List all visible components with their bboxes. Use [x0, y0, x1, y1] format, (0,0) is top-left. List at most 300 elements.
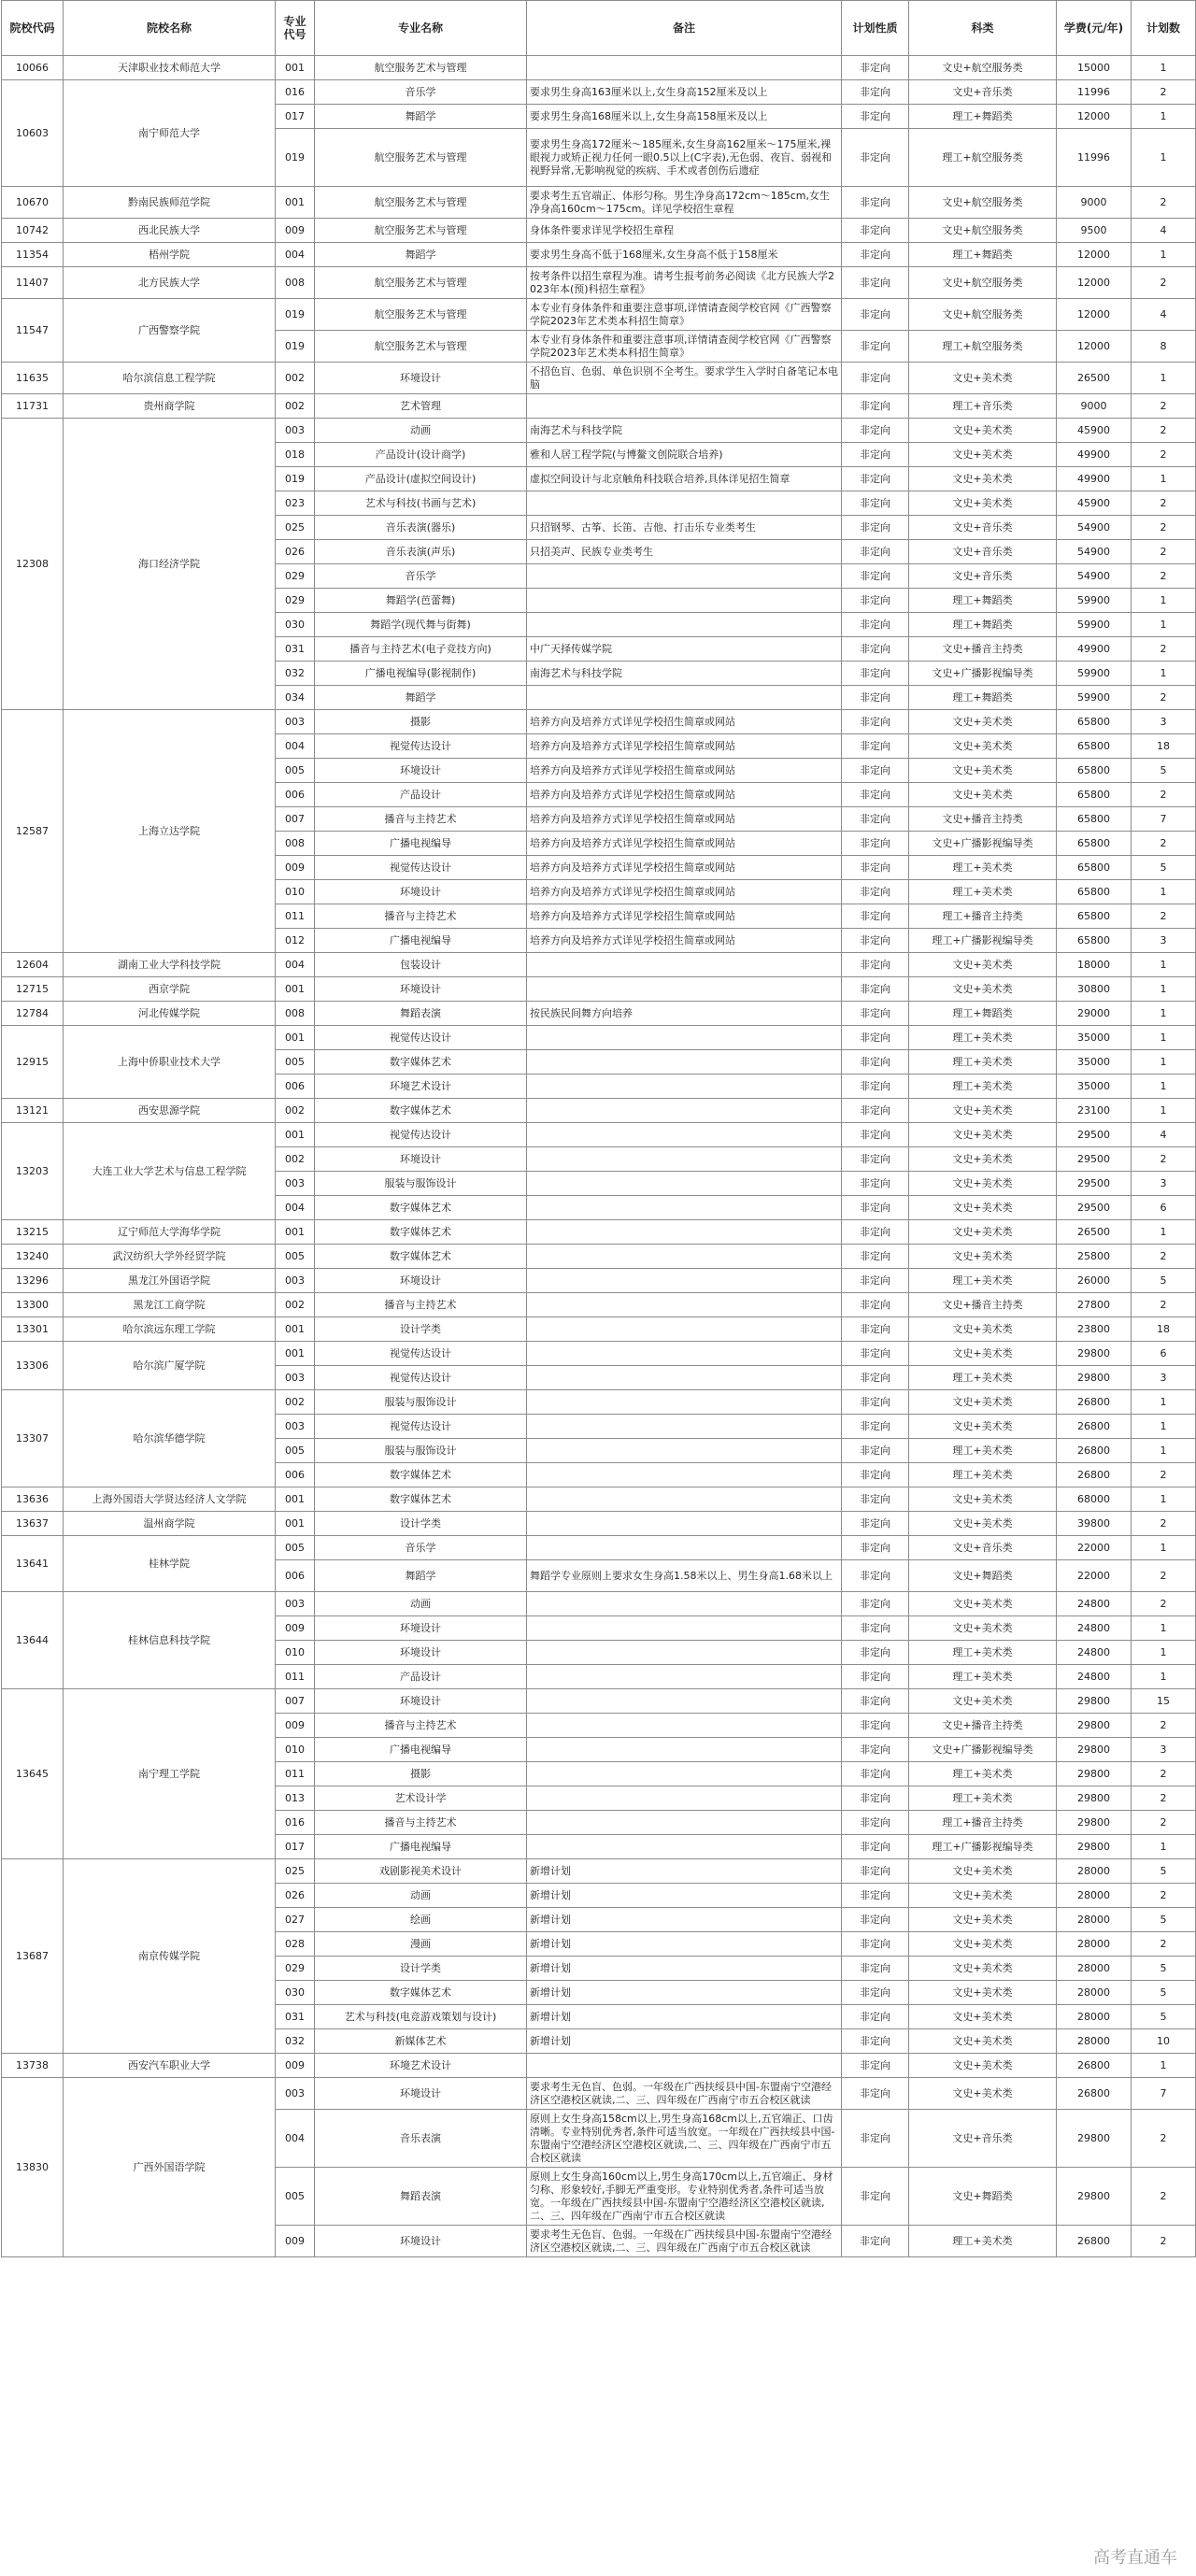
- school-code-cell: 13636: [2, 1487, 64, 1512]
- remarks-cell: 南海艺术与科技学院: [527, 419, 842, 443]
- major-code-cell: 005: [276, 1536, 315, 1560]
- header-row: [2, 1, 1196, 56]
- major-name-cell: 视觉传达设计: [315, 856, 527, 880]
- major-name-cell: 视觉传达设计: [315, 1342, 527, 1366]
- major-code-cell: 003: [276, 2078, 315, 2110]
- category-cell: 文史+美术类: [909, 1512, 1057, 1536]
- plan-type-cell: 非定向: [842, 1641, 909, 1665]
- plan-count-cell: 2: [1132, 1463, 1196, 1487]
- remarks-cell: 培养方向及培养方式详见学校招生简章或网站: [527, 929, 842, 953]
- plan-type-cell: 非定向: [842, 1665, 909, 1689]
- major-name-cell: 环境设计: [315, 363, 527, 394]
- tuition-cell: 28000: [1057, 1957, 1132, 1981]
- remarks-cell: 雅和人居工程学院(与博鳌文创院联合培养): [527, 443, 842, 467]
- major-code-cell: 004: [276, 1196, 315, 1220]
- plan-type-cell: 非定向: [842, 1908, 909, 1932]
- school-name-cell: 西安汽车职业大学: [64, 2054, 276, 2078]
- category-cell: 文史+美术类: [909, 710, 1057, 734]
- remarks-cell: 要求考生无色盲、色弱。一年级在广西扶绥县中国-东盟南宁空港经济区空港校区就读,二、三、四年级在广西南宁市五合校区就读: [527, 2078, 842, 2110]
- plan-type-cell: 非定向: [842, 2029, 909, 2054]
- table-row: [2, 1245, 1196, 1269]
- tuition-cell: 29800: [1057, 1714, 1132, 1738]
- school-code-cell: 10742: [2, 219, 64, 243]
- plan-type-cell: 非定向: [842, 637, 909, 662]
- major-name-cell: 播音与主持艺术: [315, 1714, 527, 1738]
- plan-type-cell: 非定向: [842, 299, 909, 331]
- major-code-cell: 023: [276, 491, 315, 516]
- plan-type-cell: 非定向: [842, 564, 909, 589]
- remarks-cell: [527, 56, 842, 80]
- major-code-cell: 001: [276, 1487, 315, 1512]
- remarks-cell: [527, 1269, 842, 1293]
- major-name-cell: 动画: [315, 1884, 527, 1908]
- plan-count-cell: 5: [1132, 759, 1196, 783]
- plan-type-cell: 非定向: [842, 2054, 909, 2078]
- remarks-cell: [527, 1835, 842, 1859]
- remarks-cell: [527, 1786, 842, 1811]
- major-name-cell: 播音与主持艺术: [315, 1293, 527, 1317]
- remarks-cell: 培养方向及培养方式详见学校招生简章或网站: [527, 710, 842, 734]
- tuition-cell: 9000: [1057, 187, 1132, 219]
- major-code-cell: 007: [276, 807, 315, 832]
- remarks-cell: [527, 1099, 842, 1123]
- plan-type-cell: 非定向: [842, 2078, 909, 2110]
- tuition-cell: 54900: [1057, 540, 1132, 564]
- major-name-cell: 音乐学: [315, 564, 527, 589]
- plan-type-cell: 非定向: [842, 977, 909, 1002]
- tuition-cell: 59900: [1057, 613, 1132, 637]
- tuition-cell: 29800: [1057, 1835, 1132, 1859]
- category-cell: 理工+广播影视编导类: [909, 929, 1057, 953]
- major-name-cell: 音乐表演: [315, 2110, 527, 2168]
- major-code-cell: 002: [276, 363, 315, 394]
- school-name-cell: 广西外国语学院: [64, 2078, 276, 2257]
- plan-count-cell: 2: [1132, 1884, 1196, 1908]
- major-name-cell: 数字媒体艺术: [315, 1487, 527, 1512]
- remarks-cell: [527, 1415, 842, 1439]
- tuition-cell: 26800: [1057, 2078, 1132, 2110]
- remarks-cell: [527, 1196, 842, 1220]
- major-code-cell: 016: [276, 1811, 315, 1835]
- plan-type-cell: 非定向: [842, 1592, 909, 1616]
- plan-count-cell: 1: [1132, 129, 1196, 187]
- major-code-cell: 011: [276, 904, 315, 929]
- major-name-cell: 绘画: [315, 1908, 527, 1932]
- tuition-cell: 45900: [1057, 491, 1132, 516]
- category-cell: 文史+舞蹈类: [909, 2168, 1057, 2226]
- plan-type-cell: 非定向: [842, 734, 909, 759]
- major-code-cell: 006: [276, 1075, 315, 1099]
- major-code-cell: 004: [276, 734, 315, 759]
- category-cell: 理工+播音主持类: [909, 1811, 1057, 1835]
- tuition-cell: 24800: [1057, 1616, 1132, 1641]
- remarks-cell: 本专业有身体条件和重要注意事项,详情请查阅学校官网《广西警察学院2023年艺术类本科招生简章》: [527, 331, 842, 363]
- category-cell: 文史+美术类: [909, 1147, 1057, 1172]
- remarks-cell: [527, 1390, 842, 1415]
- school-name-cell: 辽宁师范大学海华学院: [64, 1220, 276, 1245]
- school-code-cell: 13301: [2, 1317, 64, 1342]
- plan-type-cell: 非定向: [842, 1439, 909, 1463]
- plan-count-cell: 1: [1132, 1026, 1196, 1050]
- plan-count-cell: 2: [1132, 1762, 1196, 1786]
- major-name-cell: 数字媒体艺术: [315, 1981, 527, 2005]
- school-code-cell: 12308: [2, 419, 64, 710]
- category-cell: 理工+美术类: [909, 856, 1057, 880]
- plan-count-cell: 2: [1132, 1592, 1196, 1616]
- school-code-cell: 12587: [2, 710, 64, 953]
- tuition-cell: 28000: [1057, 1981, 1132, 2005]
- school-code-cell: 13307: [2, 1390, 64, 1487]
- category-cell: 文史+美术类: [909, 1981, 1057, 2005]
- table-row: [2, 1859, 1196, 1884]
- plan-type-cell: 非定向: [842, 80, 909, 105]
- col-header-school-code: 院校代码: [2, 1, 64, 56]
- plan-count-cell: 1: [1132, 589, 1196, 613]
- col-header-category: 科类: [909, 1, 1057, 56]
- plan-count-cell: 1: [1132, 977, 1196, 1002]
- major-code-cell: 006: [276, 783, 315, 807]
- major-name-cell: 产品设计: [315, 1665, 527, 1689]
- plan-count-cell: 2: [1132, 1560, 1196, 1592]
- table-row: [2, 1689, 1196, 1714]
- plan-type-cell: 非定向: [842, 1317, 909, 1342]
- plan-count-cell: 2: [1132, 80, 1196, 105]
- remarks-cell: 舞蹈学专业原则上要求女生身高1.58米以上、男生身高1.68米以上: [527, 1560, 842, 1592]
- category-cell: 文史+音乐类: [909, 2110, 1057, 2168]
- school-name-cell: 武汉纺织大学外经贸学院: [64, 1245, 276, 1269]
- plan-count-cell: 1: [1132, 662, 1196, 686]
- school-name-cell: 南宁理工学院: [64, 1689, 276, 1859]
- remarks-cell: [527, 1293, 842, 1317]
- remarks-cell: [527, 1811, 842, 1835]
- remarks-cell: 培养方向及培养方式详见学校招生简章或网站: [527, 856, 842, 880]
- plan-type-cell: 非定向: [842, 187, 909, 219]
- major-code-cell: 019: [276, 129, 315, 187]
- major-name-cell: 环境设计: [315, 1641, 527, 1665]
- major-name-cell: 舞蹈学(现代舞与街舞): [315, 613, 527, 637]
- plan-type-cell: 非定向: [842, 856, 909, 880]
- remarks-cell: [527, 1220, 842, 1245]
- remarks-cell: 不招色盲、色弱、单色识别不全考生。要求学生入学时自备笔记本电脑: [527, 363, 842, 394]
- plan-type-cell: 非定向: [842, 243, 909, 267]
- plan-count-cell: 1: [1132, 56, 1196, 80]
- school-name-cell: 西北民族大学: [64, 219, 276, 243]
- plan-count-cell: 1: [1132, 1641, 1196, 1665]
- school-name-cell: 大连工业大学艺术与信息工程学院: [64, 1123, 276, 1220]
- plan-count-cell: 10: [1132, 2029, 1196, 2054]
- major-name-cell: 音乐学: [315, 80, 527, 105]
- major-code-cell: 009: [276, 856, 315, 880]
- plan-type-cell: 非定向: [842, 1172, 909, 1196]
- plan-count-cell: 2: [1132, 1932, 1196, 1957]
- table-row: [2, 1536, 1196, 1560]
- table-row: [2, 2054, 1196, 2078]
- plan-type-cell: 非定向: [842, 516, 909, 540]
- major-name-cell: 环境设计: [315, 977, 527, 1002]
- plan-count-cell: 1: [1132, 243, 1196, 267]
- remarks-cell: 培养方向及培养方式详见学校招生简章或网站: [527, 783, 842, 807]
- major-code-cell: 034: [276, 686, 315, 710]
- remarks-cell: [527, 394, 842, 419]
- tuition-cell: 65800: [1057, 710, 1132, 734]
- plan-count-cell: 18: [1132, 1317, 1196, 1342]
- major-code-cell: 001: [276, 187, 315, 219]
- category-cell: 文史+美术类: [909, 1172, 1057, 1196]
- major-name-cell: 环境设计: [315, 1269, 527, 1293]
- category-cell: 文史+美术类: [909, 1123, 1057, 1147]
- major-code-cell: 019: [276, 331, 315, 363]
- remarks-cell: 要求男生身高163厘米以上,女生身高152厘米及以上: [527, 80, 842, 105]
- major-code-cell: 001: [276, 1220, 315, 1245]
- tuition-cell: 35000: [1057, 1026, 1132, 1050]
- plan-count-cell: 1: [1132, 467, 1196, 491]
- school-code-cell: 13306: [2, 1342, 64, 1390]
- major-name-cell: 服装与服饰设计: [315, 1390, 527, 1415]
- major-name-cell: 动画: [315, 419, 527, 443]
- remarks-cell: [527, 1172, 842, 1196]
- table-row: [2, 1099, 1196, 1123]
- major-code-cell: 031: [276, 637, 315, 662]
- tuition-cell: 18000: [1057, 953, 1132, 977]
- table-row: [2, 219, 1196, 243]
- remarks-cell: [527, 589, 842, 613]
- major-name-cell: 航空服务艺术与管理: [315, 331, 527, 363]
- major-name-cell: 漫画: [315, 1932, 527, 1957]
- remarks-cell: 要求男生身高不低于168厘米,女生身高不低于158厘米: [527, 243, 842, 267]
- major-name-cell: 设计学类: [315, 1512, 527, 1536]
- col-header-school-name: 院校名称: [64, 1, 276, 56]
- plan-count-cell: 5: [1132, 1908, 1196, 1932]
- plan-count-cell: 2: [1132, 2226, 1196, 2257]
- plan-count-cell: 1: [1132, 1665, 1196, 1689]
- plan-count-cell: 1: [1132, 1536, 1196, 1560]
- major-name-cell: 环境设计: [315, 880, 527, 904]
- category-cell: 文史+美术类: [909, 1099, 1057, 1123]
- table-row: [2, 977, 1196, 1002]
- major-name-cell: 摄影: [315, 1762, 527, 1786]
- tuition-cell: 23800: [1057, 1317, 1132, 1342]
- school-name-cell: 黑龙江工商学院: [64, 1293, 276, 1317]
- major-code-cell: 004: [276, 2110, 315, 2168]
- plan-count-cell: 1: [1132, 1616, 1196, 1641]
- col-header-plan-count: 计划数: [1132, 1, 1196, 56]
- plan-count-cell: 2: [1132, 783, 1196, 807]
- plan-count-cell: 1: [1132, 1099, 1196, 1123]
- tuition-cell: 26800: [1057, 1390, 1132, 1415]
- tuition-cell: 26800: [1057, 2226, 1132, 2257]
- table-row: [2, 1269, 1196, 1293]
- major-name-cell: 环境设计: [315, 1147, 527, 1172]
- major-name-cell: 摄影: [315, 710, 527, 734]
- tuition-cell: 22000: [1057, 1560, 1132, 1592]
- plan-type-cell: 非定向: [842, 832, 909, 856]
- plan-count-cell: 1: [1132, 880, 1196, 904]
- category-cell: 文史+美术类: [909, 1689, 1057, 1714]
- category-cell: 文史+美术类: [909, 2054, 1057, 2078]
- major-code-cell: 001: [276, 977, 315, 1002]
- school-name-cell: 哈尔滨广厦学院: [64, 1342, 276, 1390]
- tuition-cell: 29800: [1057, 1738, 1132, 1762]
- major-code-cell: 003: [276, 1366, 315, 1390]
- major-code-cell: 032: [276, 662, 315, 686]
- remarks-cell: [527, 1487, 842, 1512]
- category-cell: 文史+美术类: [909, 1390, 1057, 1415]
- major-code-cell: 025: [276, 516, 315, 540]
- tuition-cell: 22000: [1057, 1536, 1132, 1560]
- remarks-cell: [527, 564, 842, 589]
- plan-count-cell: 6: [1132, 1342, 1196, 1366]
- remarks-cell: [527, 1366, 842, 1390]
- plan-type-cell: 非定向: [842, 686, 909, 710]
- category-cell: 理工+美术类: [909, 1026, 1057, 1050]
- tuition-cell: 29800: [1057, 1689, 1132, 1714]
- plan-count-cell: 3: [1132, 929, 1196, 953]
- remarks-cell: 培养方向及培养方式详见学校招生简章或网站: [527, 734, 842, 759]
- col-header-tuition: 学费(元/年): [1057, 1, 1132, 56]
- major-name-cell: 音乐学: [315, 1536, 527, 1560]
- category-cell: 文史+美术类: [909, 734, 1057, 759]
- category-cell: 文史+美术类: [909, 759, 1057, 783]
- plan-type-cell: 非定向: [842, 2110, 909, 2168]
- remarks-cell: 新增计划: [527, 1908, 842, 1932]
- plan-type-cell: 非定向: [842, 394, 909, 419]
- major-code-cell: 008: [276, 1002, 315, 1026]
- plan-count-cell: 5: [1132, 856, 1196, 880]
- school-code-cell: 13296: [2, 1269, 64, 1293]
- plan-type-cell: 非定向: [842, 443, 909, 467]
- category-cell: 理工+美术类: [909, 1269, 1057, 1293]
- remarks-cell: 南海艺术与科技学院: [527, 662, 842, 686]
- tuition-cell: 29500: [1057, 1123, 1132, 1147]
- table-row: [2, 1002, 1196, 1026]
- category-cell: 理工+美术类: [909, 1439, 1057, 1463]
- tuition-cell: 29800: [1057, 1762, 1132, 1786]
- plan-type-cell: 非定向: [842, 1786, 909, 1811]
- plan-count-cell: 5: [1132, 2005, 1196, 2029]
- category-cell: 理工+美术类: [909, 1665, 1057, 1689]
- major-name-cell: 广播电视编导: [315, 1835, 527, 1859]
- plan-type-cell: 非定向: [842, 1415, 909, 1439]
- tuition-cell: 49900: [1057, 467, 1132, 491]
- plan-type-cell: 非定向: [842, 759, 909, 783]
- major-code-cell: 006: [276, 1463, 315, 1487]
- school-name-cell: 上海外国语大学贤达经济人文学院: [64, 1487, 276, 1512]
- major-name-cell: 设计学类: [315, 1317, 527, 1342]
- plan-type-cell: 非定向: [842, 491, 909, 516]
- remarks-cell: 新增计划: [527, 1884, 842, 1908]
- plan-type-cell: 非定向: [842, 1390, 909, 1415]
- major-code-cell: 029: [276, 589, 315, 613]
- tuition-cell: 59900: [1057, 589, 1132, 613]
- tuition-cell: 29800: [1057, 2110, 1132, 2168]
- school-name-cell: 海口经济学院: [64, 419, 276, 710]
- table-row: [2, 1390, 1196, 1415]
- category-cell: 文史+航空服务类: [909, 299, 1057, 331]
- tuition-cell: 49900: [1057, 637, 1132, 662]
- plan-count-cell: 4: [1132, 299, 1196, 331]
- tuition-cell: 30800: [1057, 977, 1132, 1002]
- plan-type-cell: 非定向: [842, 1957, 909, 1981]
- table-row: [2, 419, 1196, 443]
- tuition-cell: 65800: [1057, 904, 1132, 929]
- category-cell: 文史+美术类: [909, 443, 1057, 467]
- table-row: [2, 1592, 1196, 1616]
- tuition-cell: 65800: [1057, 734, 1132, 759]
- remarks-cell: [527, 1512, 842, 1536]
- category-cell: 文史+音乐类: [909, 540, 1057, 564]
- category-cell: 理工+舞蹈类: [909, 589, 1057, 613]
- school-name-cell: 南京传媒学院: [64, 1859, 276, 2054]
- plan-type-cell: 非定向: [842, 2168, 909, 2226]
- category-cell: 理工+广播影视编导类: [909, 1835, 1057, 1859]
- remarks-cell: [527, 1689, 842, 1714]
- major-code-cell: 011: [276, 1665, 315, 1689]
- remarks-cell: [527, 1665, 842, 1689]
- tuition-cell: 65800: [1057, 929, 1132, 953]
- major-code-cell: 017: [276, 1835, 315, 1859]
- major-code-cell: 013: [276, 1786, 315, 1811]
- major-code-cell: 001: [276, 1026, 315, 1050]
- school-code-cell: 13641: [2, 1536, 64, 1592]
- major-code-cell: 006: [276, 1560, 315, 1592]
- major-name-cell: 数字媒体艺术: [315, 1245, 527, 1269]
- category-cell: 理工+美术类: [909, 880, 1057, 904]
- plan-type-cell: 非定向: [842, 2226, 909, 2257]
- tuition-cell: 59900: [1057, 686, 1132, 710]
- plan-type-cell: 非定向: [842, 1512, 909, 1536]
- tuition-cell: 23100: [1057, 1099, 1132, 1123]
- major-name-cell: 播音与主持艺术: [315, 807, 527, 832]
- remarks-cell: 本专业有身体条件和重要注意事项,详情请查阅学校官网《广西警察学院2023年艺术类本科招生简章》: [527, 299, 842, 331]
- table-row: [2, 1293, 1196, 1317]
- major-code-cell: 005: [276, 2168, 315, 2226]
- category-cell: 文史+航空服务类: [909, 219, 1057, 243]
- plan-count-cell: 7: [1132, 807, 1196, 832]
- plan-type-cell: 非定向: [842, 1811, 909, 1835]
- table-row: [2, 1512, 1196, 1536]
- remarks-cell: 培养方向及培养方式详见学校招生简章或网站: [527, 904, 842, 929]
- major-name-cell: 设计学类: [315, 1957, 527, 1981]
- major-name-cell: 舞蹈学: [315, 243, 527, 267]
- major-code-cell: 026: [276, 540, 315, 564]
- plan-type-cell: 非定向: [842, 1560, 909, 1592]
- plan-count-cell: 1: [1132, 1002, 1196, 1026]
- major-name-cell: 视觉传达设计: [315, 734, 527, 759]
- plan-count-cell: 5: [1132, 1859, 1196, 1884]
- plan-type-cell: 非定向: [842, 105, 909, 129]
- major-code-cell: 004: [276, 953, 315, 977]
- remarks-cell: [527, 953, 842, 977]
- school-code-cell: 12604: [2, 953, 64, 977]
- plan-count-cell: 1: [1132, 1415, 1196, 1439]
- plan-count-cell: 2: [1132, 686, 1196, 710]
- category-cell: 理工+美术类: [909, 1463, 1057, 1487]
- plan-count-cell: 7: [1132, 2078, 1196, 2110]
- plan-count-cell: 2: [1132, 2110, 1196, 2168]
- plan-type-cell: 非定向: [842, 953, 909, 977]
- major-name-cell: 广播电视编导: [315, 1738, 527, 1762]
- remarks-cell: [527, 1738, 842, 1762]
- plan-type-cell: 非定向: [842, 662, 909, 686]
- table-row: [2, 710, 1196, 734]
- plan-type-cell: 非定向: [842, 1245, 909, 1269]
- tuition-cell: 25800: [1057, 1245, 1132, 1269]
- major-name-cell: 数字媒体艺术: [315, 1463, 527, 1487]
- category-cell: 理工+舞蹈类: [909, 105, 1057, 129]
- plan-type-cell: 非定向: [842, 1196, 909, 1220]
- major-code-cell: 002: [276, 1293, 315, 1317]
- major-name-cell: 新媒体艺术: [315, 2029, 527, 2054]
